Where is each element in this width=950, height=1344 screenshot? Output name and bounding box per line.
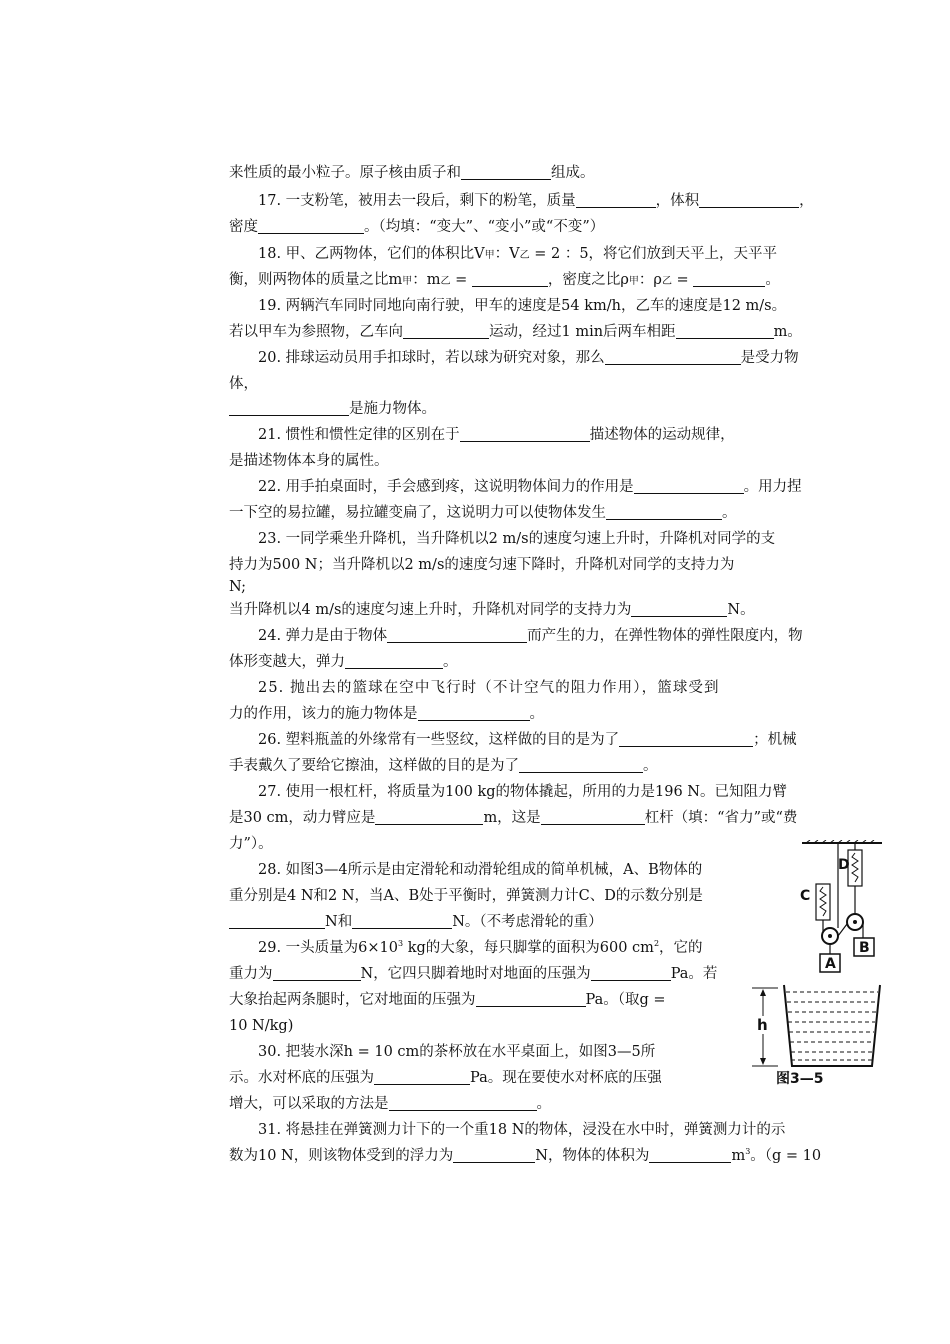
answer-blank xyxy=(403,323,489,339)
answer-blank xyxy=(541,809,645,825)
question-24: 24. 弹力是由于物体 而产生的力，在弹性物体的弹性限度内，物 xyxy=(258,628,803,644)
text-line: 大象抬起两条腿时，它对地面的压强为 Pa。（取g = xyxy=(229,992,666,1008)
text-line: 来性质的最小粒子。原子核由质子和 组成。 xyxy=(229,165,595,181)
question-18: 18. 甲、乙两物体，它们的体积比V甲：V乙 = 2 ：5，将它们放到天平上，天平平 xyxy=(258,246,778,262)
answer-blank xyxy=(229,400,349,416)
figure-caption: 图3—5 xyxy=(776,1071,824,1087)
answer-blank xyxy=(605,349,741,365)
answer-blank xyxy=(634,478,744,494)
answer-blank xyxy=(619,731,753,747)
text-line: 是施力物体。 xyxy=(229,399,436,419)
answer-blank xyxy=(676,323,774,339)
question-31: 31. 将悬挂在弹簧测力计下的一个重18 N的物体，浸没在水中时，弹簧测力计的示 xyxy=(258,1122,786,1138)
answer-blank xyxy=(476,991,586,1007)
text-line: 衡，则两物体的质量之比m甲：m乙 = ，密度之比ρ甲：ρ乙 = 。 xyxy=(229,272,780,288)
text-line: 手表戴久了要给它擦油，这样做的目的是为了 。 xyxy=(229,758,658,774)
text-line: 数为10 N，则该物体受到的浮力为 N，物体的体积为 $m^3$。（g = 10 xyxy=(229,1147,822,1164)
answer-blank xyxy=(352,913,452,929)
answer-blank xyxy=(460,426,590,442)
question-30: 30. 把装水深h = 10 cm的茶杯放在水平桌面上，如图3—5所 xyxy=(258,1044,656,1060)
answer-blank xyxy=(591,965,671,981)
text-line: 增大，可以采取的方法是 。 xyxy=(229,1096,551,1112)
label-c: C xyxy=(800,888,811,904)
question-26: 26. 塑料瓶盖的外缘常有一些竖纹，这样做的目的是为了 ；机械 xyxy=(258,732,797,748)
answer-blank xyxy=(258,218,364,234)
answer-blank xyxy=(606,504,722,520)
answer-blank xyxy=(631,601,727,617)
answer-blank xyxy=(375,809,483,825)
question-25: 25. 抛出去的篮球在空中飞行时（不计空气的阻力作用），篮球受到 xyxy=(258,680,720,696)
text-line: 是描述物体本身的属性。 xyxy=(229,453,389,469)
answer-blank xyxy=(389,1095,537,1111)
arrow-up-icon xyxy=(760,989,766,996)
question-22: 22. 用手拍桌面时，手会感到疼，这说明物体间力的作用是 。用力捏 xyxy=(258,479,802,495)
text-line: 体， xyxy=(229,376,258,392)
answer-blank xyxy=(345,653,443,669)
label-h: h xyxy=(757,1016,768,1034)
text-line: N和 N。（不考虑滑轮的重） xyxy=(229,912,603,932)
question-20: 20. 排球运动员用手扣球时，若以球为研究对象，那么 是受力物 xyxy=(258,350,799,366)
question-21: 21. 惯性和惯性定律的区别在于 描述物体的运动规律， xyxy=(258,427,735,443)
question-27: 27. 使用一根杠杆，将质量为100 kg的物体撬起，所用的力是196 N。已知阻力臂 xyxy=(258,784,787,800)
label-d: D xyxy=(838,857,850,873)
text-line: 是30 cm，动力臂应是 m，这是 杠杆（填：“省力”或“费 xyxy=(229,810,798,826)
text-line: 重力为 N，它四只脚着地时对地面的压强为 Pa。若 xyxy=(229,966,718,982)
answer-blank xyxy=(649,1147,731,1163)
text-line: N; xyxy=(229,579,247,595)
answer-blank xyxy=(693,271,765,287)
answer-blank xyxy=(418,705,530,721)
text-line: 密度 。（均填：“变大”、“变小”或“不变”） xyxy=(229,219,605,235)
answer-blank xyxy=(472,271,548,287)
text-line: 一下空的易拉罐，易拉罐变扁了，这说明力可以使物体发生 。 xyxy=(229,505,737,521)
question-29: 29. 一头质量为$6\times 10^3$ kg的大象，每只脚掌的面积为600 $cm^2$，它的 xyxy=(258,939,703,956)
answer-blank xyxy=(519,757,643,773)
text-line: 示。水对杯底的压强为 Pa。现在要使水对杯底的压强 xyxy=(229,1070,662,1086)
arrow-down-icon xyxy=(760,1058,766,1065)
question-17: 17. 一支粉笔，被用去一段后，剩下的粉笔，质量 ，体积 ， xyxy=(258,193,814,209)
spring-scale-c xyxy=(816,884,830,920)
cup-outline xyxy=(784,985,880,1066)
question-23: 23. 一同学乘坐升降机，当升降机以2 m/s的速度匀速上升时，升降机对同学的支 xyxy=(258,531,776,547)
text-line: 当升降机以4 m/s的速度匀速上升时，升降机对同学的支持力为 N。 xyxy=(229,602,755,618)
answer-blank xyxy=(699,192,799,208)
answer-blank xyxy=(387,627,527,643)
label-b: B xyxy=(859,940,870,956)
answer-blank xyxy=(576,192,656,208)
text-line: 体形变越大，弹力 。 xyxy=(229,654,458,670)
question-19: 19. 两辆汽车同时同地向南行驶，甲车的速度是54 km/h，乙车的速度是12 m/s。 xyxy=(258,298,787,314)
water-lines xyxy=(786,992,878,1060)
pulley-figure xyxy=(798,840,886,980)
text-line: 力的作用，该力的施力物体是 。 xyxy=(229,706,544,722)
answer-blank xyxy=(453,1147,535,1163)
text-line: 10 N/kg) xyxy=(229,1018,294,1034)
spring-scale-d xyxy=(848,850,862,886)
text-line: 重分别是4 N和2 N，当A、B处于平衡时，弹簧测力计C、D的示数分别是 xyxy=(229,888,703,904)
text-line: 若以甲车为参照物，乙车向 运动，经过1 min后两车相距 m。 xyxy=(229,324,802,340)
text-line: 力”）。 xyxy=(229,836,273,852)
answer-blank xyxy=(374,1069,470,1085)
label-a: A xyxy=(825,956,836,972)
text-line: 持力为500 N；当升降机以2 m/s的速度匀速下降时，升降机对同学的支持力为 xyxy=(229,557,735,573)
question-28: 28. 如图3—4所示是由定滑轮和动滑轮组成的简单机械，A、B物体的 xyxy=(258,862,703,878)
answer-blank xyxy=(273,965,361,981)
answer-blank xyxy=(461,164,551,180)
answer-blank xyxy=(229,913,325,929)
